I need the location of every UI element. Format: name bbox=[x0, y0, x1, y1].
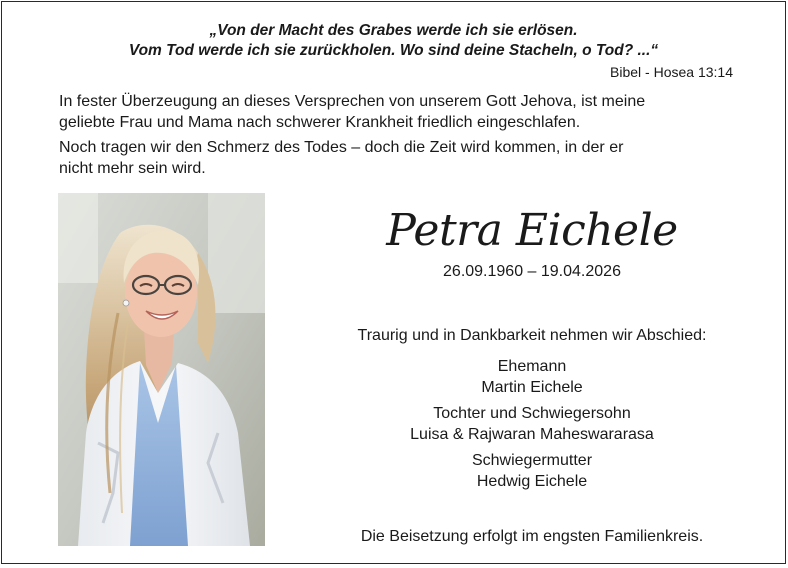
mourner-names: Hedwig Eichele bbox=[476, 473, 588, 490]
mourner-names: Luisa & Rajwaran Maheswararasa bbox=[410, 426, 654, 443]
funeral-note: Die Beisetzung erfolgt im engsten Familienkreis. bbox=[360, 528, 704, 545]
mourner-group bbox=[332, 403, 732, 445]
mourner-relation: Tochter und Schwiegersohn bbox=[433, 405, 631, 422]
paragraph-grief bbox=[59, 137, 749, 179]
mourner-relation: Ehemann bbox=[497, 358, 567, 375]
mourners-list bbox=[332, 356, 732, 497]
quote-source: Bibel - Hosea 13:14 bbox=[610, 64, 733, 80]
quote-line-2: Vom Tod werde ich sie zurückholen. Wo sind deine Stacheln, o Tod? ...“ bbox=[128, 42, 659, 59]
farewell-intro: Traurig und in Dankbarkeit nehmen wir Abschied: bbox=[357, 327, 707, 344]
mourner-names: Martin Eichele bbox=[481, 379, 583, 396]
deceased-name: Petra Eichele bbox=[386, 205, 678, 256]
bible-quote bbox=[2, 21, 785, 61]
obituary-card bbox=[1, 1, 786, 564]
mourner-group bbox=[332, 356, 732, 398]
portrait-photo bbox=[58, 193, 265, 546]
quote-line-1: „Von der Macht des Grabes werde ich sie erlösen. bbox=[209, 22, 578, 39]
paragraph-line: Noch tragen wir den Schmerz des Todes – doch die Zeit wird kommen, in der er bbox=[59, 139, 624, 156]
paragraph-line: nicht mehr sein wird. bbox=[59, 160, 206, 177]
mourner-group bbox=[332, 450, 732, 492]
paragraph-belief bbox=[59, 91, 749, 133]
mourner-relation: Schwiegermutter bbox=[471, 452, 593, 469]
paragraph-line: geliebte Frau und Mama nach schwerer Krankheit friedlich eingeschlafen. bbox=[59, 114, 581, 131]
paragraph-line: In fester Überzeugung an dieses Versprechen von unserem Gott Jehova, ist meine bbox=[59, 93, 646, 110]
life-dates: 26.09.1960 – 19.04.2026 bbox=[443, 263, 621, 280]
